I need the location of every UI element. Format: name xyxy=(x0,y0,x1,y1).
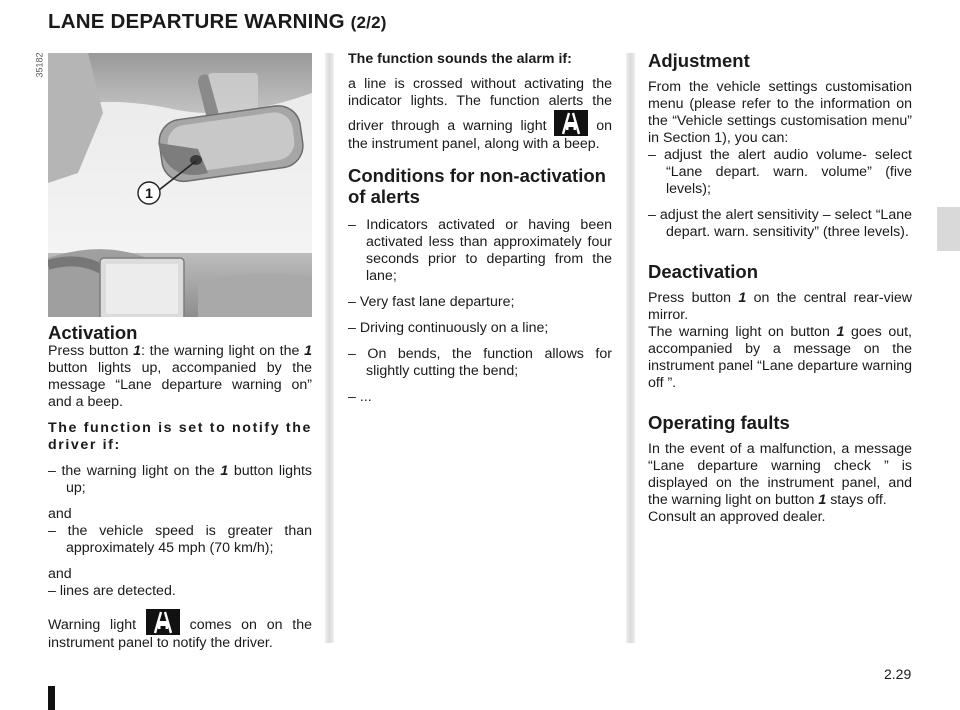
activation-text-part: : the warning light on the xyxy=(141,343,305,359)
figure-reference-code: 35182 xyxy=(34,52,45,78)
condition-text-part: button lights up; xyxy=(66,463,312,496)
deactivation-text xyxy=(648,324,912,392)
notify-intro: The function is set to notify the driver if: xyxy=(48,420,312,453)
non-activation-item: – ... xyxy=(348,389,372,405)
operating-faults-text xyxy=(648,441,912,509)
deactivation-text-part: goes out, accompanied by a message on the instrument panel “Lane departure warning off ”. xyxy=(648,324,912,391)
column-divider-left xyxy=(325,53,334,643)
warning-light-text-part: comes on on the instrument panel to notify the driver. xyxy=(48,617,312,651)
rearview-mirror-illustration xyxy=(48,53,312,317)
non-activation-heading: Conditions for non-activation of alerts xyxy=(348,165,606,207)
operating-faults-text-part: stays off. xyxy=(826,492,887,508)
deactivation-heading: Deactivation xyxy=(648,261,759,282)
deactivation-text-part: The warning light on button xyxy=(648,324,837,340)
alarm-text-part: a line is crossed without activating the indicator lights. The function alerts the driver through a warning light xyxy=(348,76,612,134)
alarm-text xyxy=(348,76,612,153)
deactivation-text-part: Press button xyxy=(648,290,739,306)
column-activation xyxy=(48,322,312,661)
button-ref-number: 1 xyxy=(836,324,845,340)
lane-departure-warning-icon xyxy=(554,110,588,136)
operating-faults-text-part: In the event of a malfunction, a message “Lane departure warning check ” is displayed on the instrument panel, and the warning light on button xyxy=(648,441,912,508)
button-ref-number: 1 xyxy=(738,290,747,306)
and-connector: and xyxy=(48,506,72,522)
callout-number: 1 xyxy=(145,185,153,201)
and-connector: and xyxy=(48,566,72,582)
non-activation-item: – Very fast lane departure; xyxy=(348,294,515,310)
button-ref-number: 1 xyxy=(818,492,827,508)
operating-faults-heading: Operating faults xyxy=(648,412,790,433)
lane-departure-warning-icon xyxy=(146,609,180,635)
button-ref-number: 1 xyxy=(304,343,312,359)
activation-text xyxy=(48,343,312,411)
mirror-drawing xyxy=(48,53,312,317)
condition-item xyxy=(48,463,312,497)
column-divider-right xyxy=(626,53,635,643)
page-number: 2.29 xyxy=(884,666,912,682)
condition-item: – lines are detected. xyxy=(48,583,176,599)
print-corner-mark xyxy=(48,686,55,710)
non-activation-item: – On bends, the function allows for slightly cutting the bend; xyxy=(348,346,612,379)
condition-item: – the vehicle speed is greater than approximately 45 mph (70 km/h); xyxy=(48,523,312,556)
page-title xyxy=(48,10,387,34)
adjustment-item: – adjust the alert audio volume- select “Lane depart. warn. volume” (five levels); xyxy=(648,147,912,197)
adjustment-heading: Adjustment xyxy=(648,50,750,71)
condition-text-part: – the warning light on the xyxy=(48,463,221,479)
activation-text-part: Press button xyxy=(48,343,134,359)
alarm-intro: The function sounds the alarm if: xyxy=(348,51,572,67)
warning-light-text-part: Warning light xyxy=(48,617,137,633)
non-activation-item: – Driving continuously on a line; xyxy=(348,320,549,336)
activation-heading: Activation xyxy=(48,322,138,343)
activation-text-part: button lights up, accompanied by the message “Lane departure warning on” and a beep. xyxy=(48,360,312,410)
deactivation-text xyxy=(648,290,912,324)
non-activation-item: – Indicators activated or having been activated less than approximately four seconds prior to departing from the lane; xyxy=(348,217,612,284)
consult-dealer-text: Consult an approved dealer. xyxy=(648,509,826,525)
page-title-main: LANE DEPARTURE WARNING xyxy=(48,10,345,33)
column-settings xyxy=(648,50,912,535)
alarm-text-part: on the instrument panel, along with a beep. xyxy=(348,118,612,152)
warning-light-text xyxy=(48,609,312,652)
button-ref-number: 1 xyxy=(220,463,229,479)
page-title-suffix: (2/2) xyxy=(350,13,387,32)
adjustment-item: – adjust the alert sensitivity – select “Lane depart. warn. sensitivity” (three levels). xyxy=(648,207,912,240)
deactivation-text-part: on the central rear-view mirror. xyxy=(648,290,912,323)
column-alarm xyxy=(348,51,612,415)
adjustment-text: From the vehicle settings customisation menu (please refer to the information on the “Vehicle settings customisation menu” in Section 1), you can: xyxy=(648,79,912,146)
button-ref-number: 1 xyxy=(133,343,142,359)
section-tab xyxy=(937,207,960,251)
